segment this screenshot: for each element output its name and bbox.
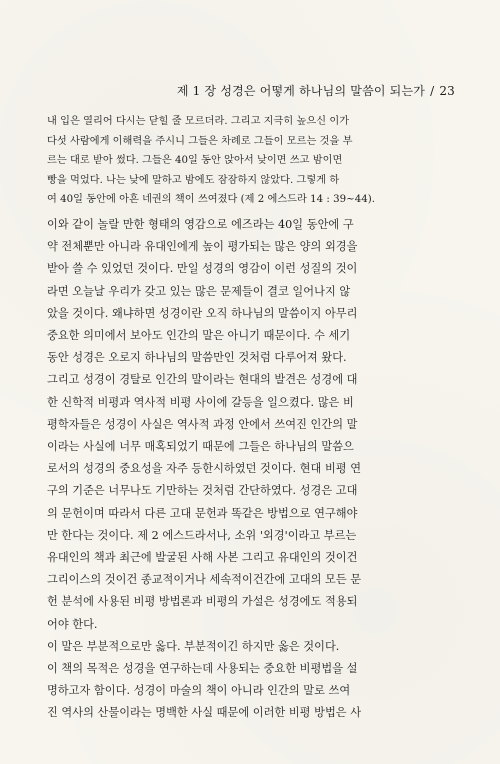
body-line: 받아 쓸 수 있었던 것이다. 만일 성경의 영감이 이런 성질의 것이 (47, 262, 358, 276)
body-line: 한 신학적 비평과 역사적 비평 사이에 갈등을 일으켰다. 많은 비 (47, 395, 354, 409)
body-line: 진 역사의 산물이라는 명백한 사실 때문에 이러한 비평 방법은 사 (47, 706, 362, 720)
body-line: 그리이스의 것이건 종교적이거나 세속적이건간에 고대의 모든 문 (47, 573, 362, 587)
body-line: 그리고 성경이 경탈로 인간의 말이라는 현대의 발견은 성경에 대 (47, 373, 358, 387)
body-line: 로서의 성경의 중요성을 자주 등한시하였던 것이다. 현대 비평 연 (47, 462, 362, 476)
page-number: 23 (439, 84, 455, 98)
body-line: 명하고자 함이다. 성경이 마술의 책이 아니라 인간의 말로 쓰여 (47, 684, 351, 698)
body-line: 이라는 사실에 너무 매혹되었기 때문에 그들은 하나님의 말씀으 (47, 440, 354, 454)
quote-line: 다섯 사람에게 이해력을 주시니 그들은 차례로 그들이 모르는 것을 부 (47, 135, 353, 147)
chapter-title: 성경은 어떻게 하나님의 말씀이 되는가 (220, 84, 426, 98)
quote-line: 여 40일 동안에 아흔 네권의 책이 쓰여졌다 (제 2 에스드라 14 : 39~44). (47, 194, 375, 206)
body-line: 약 전체뿐만 아니라 유대인에게 높이 평가되는 많은 양의 외경을 (47, 240, 358, 254)
quote-line: 내 입은 열리어 다시는 닫힐 줄 모르더라. 그리고 지극히 높으신 이가 (47, 116, 350, 127)
running-head (130, 83, 455, 99)
body-line: 이와 같이 놀랄 만한 형태의 영감으로 에즈라는 40일 동안에 구 (47, 218, 354, 231)
body-line: 구의 기준은 너무나도 기만하는 것처럼 간단하였다. 성경은 고대 (47, 484, 358, 498)
body-line: 유대인의 책과 최근에 발굴된 사해 사본 그리고 유대인의 것이건 (47, 551, 358, 565)
body-line: 이 책의 목적은 성경을 연구하는데 사용되는 중요한 비평법을 설 (47, 662, 358, 676)
body-line: 만 한다는 것이다. 제 2 에스드라서나, 소위 '외경'이라고 부르는 (47, 528, 357, 542)
body-line: 라면 오늘날 우리가 갖고 있는 많은 문제들이 결코 일어나지 않 (47, 284, 351, 298)
quote-line: 빵을 먹었다. 나는 낮에 말하고 밤에도 잠잠하지 않았다. 그렇게 하 (47, 174, 340, 186)
page-separator: / (430, 84, 435, 98)
quote-line: 르는 대로 받아 썼다. 그들은 40일 동안 앉아서 낮이면 쓰고 밤이면 (47, 155, 343, 167)
body-text (47, 214, 457, 725)
body-line: 헌 분석에 사용된 비평 방법론과 비평의 가설은 성경에도 적용되 (47, 595, 358, 609)
body-line: 중요한 의미에서 보아도 인간의 말은 아니기 때문이다. 수 세기 (47, 329, 351, 343)
chapter-label: 제 1 장 (176, 84, 217, 98)
body-line: 동안 성경은 오로지 하나님의 말씀만인 것처럼 다루어져 왔다. (47, 351, 347, 365)
body-line: 았을 것이다. 왜냐하면 성경이란 오직 하나님의 말씀이지 아무리 (47, 306, 358, 320)
body-line: 평학자들은 성경이 사실은 역사적 과정 안에서 쓰여진 인간의 말 (47, 417, 358, 431)
body-line: 이 말은 부분적으로만 옳다. 부분적이긴 하지만 옳은 것이다. (47, 639, 340, 653)
body-line: 어야 한다. (47, 617, 98, 631)
body-line: 의 문헌이며 따라서 다른 고대 문헌과 똑같은 방법으로 연구해야 (47, 506, 358, 520)
block-quote (47, 112, 457, 210)
